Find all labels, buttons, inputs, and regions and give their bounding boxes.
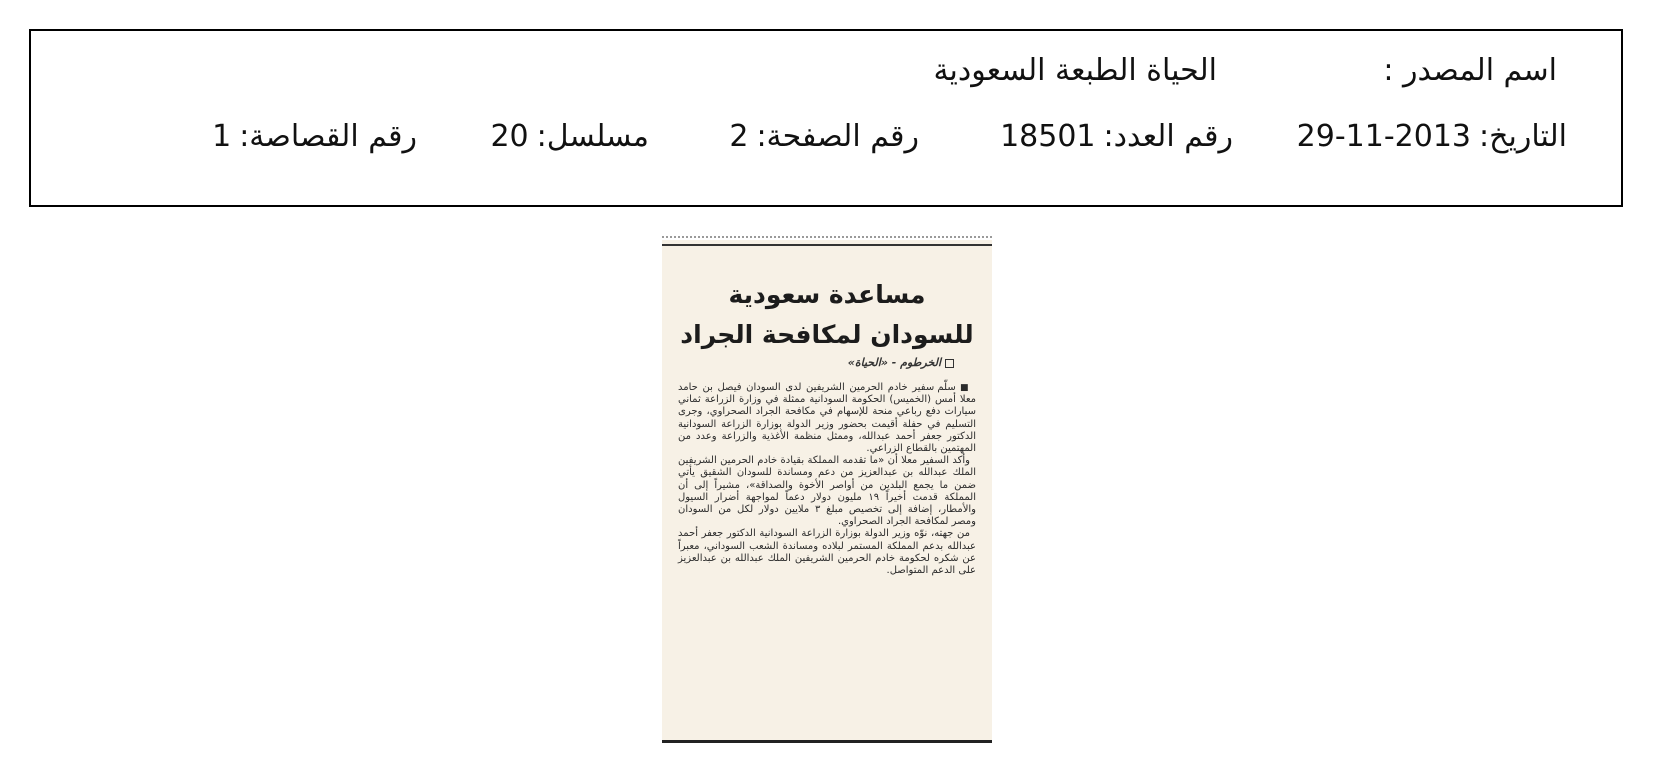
date-field bbox=[1297, 119, 1567, 155]
clip-bottom-rule bbox=[662, 740, 992, 743]
clip-number-label: رقم القصاصة: bbox=[239, 119, 417, 154]
article-paragraph: ■ سلّم سفير خادم الحرمين الشريفين لدى السودان فيصل بن حامد معلا أمس (الخميس) الحكومة السودانية ممثلة في وزارة الزراعة ثماني سيارات دفع رباعي منحة للإسهام في مكافحة الجراد الصحراوي، وجرى التسليم في حفلة أقيمت بحضور وزير الدولة بوزارة الزراعة السودانية الدكتور جعفر أحمد عبدالله، وممثل منظمة الأغذية والزراعة وعدد من المهتمين بالقطاع الزراعي. bbox=[678, 382, 976, 455]
serial-value: 20 bbox=[490, 119, 529, 154]
page-label: رقم الصفحة: bbox=[756, 119, 919, 154]
issue-field bbox=[1000, 119, 1233, 155]
page-field bbox=[729, 119, 919, 155]
clip-top-rule bbox=[662, 244, 992, 246]
serial-label: مسلسل: bbox=[536, 119, 649, 154]
article-paragraph: وأكد السفير معلا أن «ما تقدمه المملكة بقيادة خادم الحرمين الشريفين الملك عبدالله بن عبدالعزيز من دعم ومساندة للسودان الشقيق يأتي ضمن ما يجمع البلدين من أواصر الأخوة والصداقة»، مشيراً إلى أن المملكة قدمت أخيراً ١٩ مليون دولار دعماً لمواجهة أضرار السيول والأمطار، إضافة إلى تخصيص مبلغ ٣ ملايين دولار لكل من السودان ومصر لمكافحة الجراد الصحراوي. bbox=[678, 455, 976, 528]
page-value: 2 bbox=[729, 119, 749, 154]
article-body bbox=[678, 382, 976, 577]
source-value: الحياة الطبعة السعودية bbox=[933, 53, 1217, 88]
date-value: 2013-11-29 bbox=[1296, 119, 1472, 154]
date-label: التاريخ: bbox=[1479, 119, 1567, 154]
serial-field bbox=[490, 119, 649, 155]
dateline bbox=[848, 356, 954, 369]
source-label: اسم المصدر : bbox=[1383, 53, 1557, 88]
clip-number-field bbox=[212, 119, 417, 155]
headline-line-1: مساعدة سعودية bbox=[728, 280, 926, 309]
headline-line-2: للسودان لمكافحة الجراد bbox=[680, 320, 974, 349]
article-paragraph: من جهته، نوّه وزير الدولة بوزارة الزراعة السودانية الدكتور جعفر أحمد عبدالله بدعم المملكة المستمر لبلاده ومساندة الشعب السوداني، معبراً عن شكره لحكومة خادم الحرمين الشريفين الملك عبدالله بن عبدالعزيز على الدعم المتواصل. bbox=[678, 528, 976, 577]
newspaper-clipping bbox=[662, 240, 992, 740]
issue-label: رقم العدد: bbox=[1103, 119, 1233, 154]
clipping-metadata-box bbox=[29, 29, 1623, 207]
dateline-square-icon bbox=[945, 359, 954, 368]
clip-number-value: 1 bbox=[212, 119, 232, 154]
issue-value: 18501 bbox=[1000, 119, 1096, 154]
dateline-text: الخرطوم - «الحياة» bbox=[847, 356, 941, 369]
